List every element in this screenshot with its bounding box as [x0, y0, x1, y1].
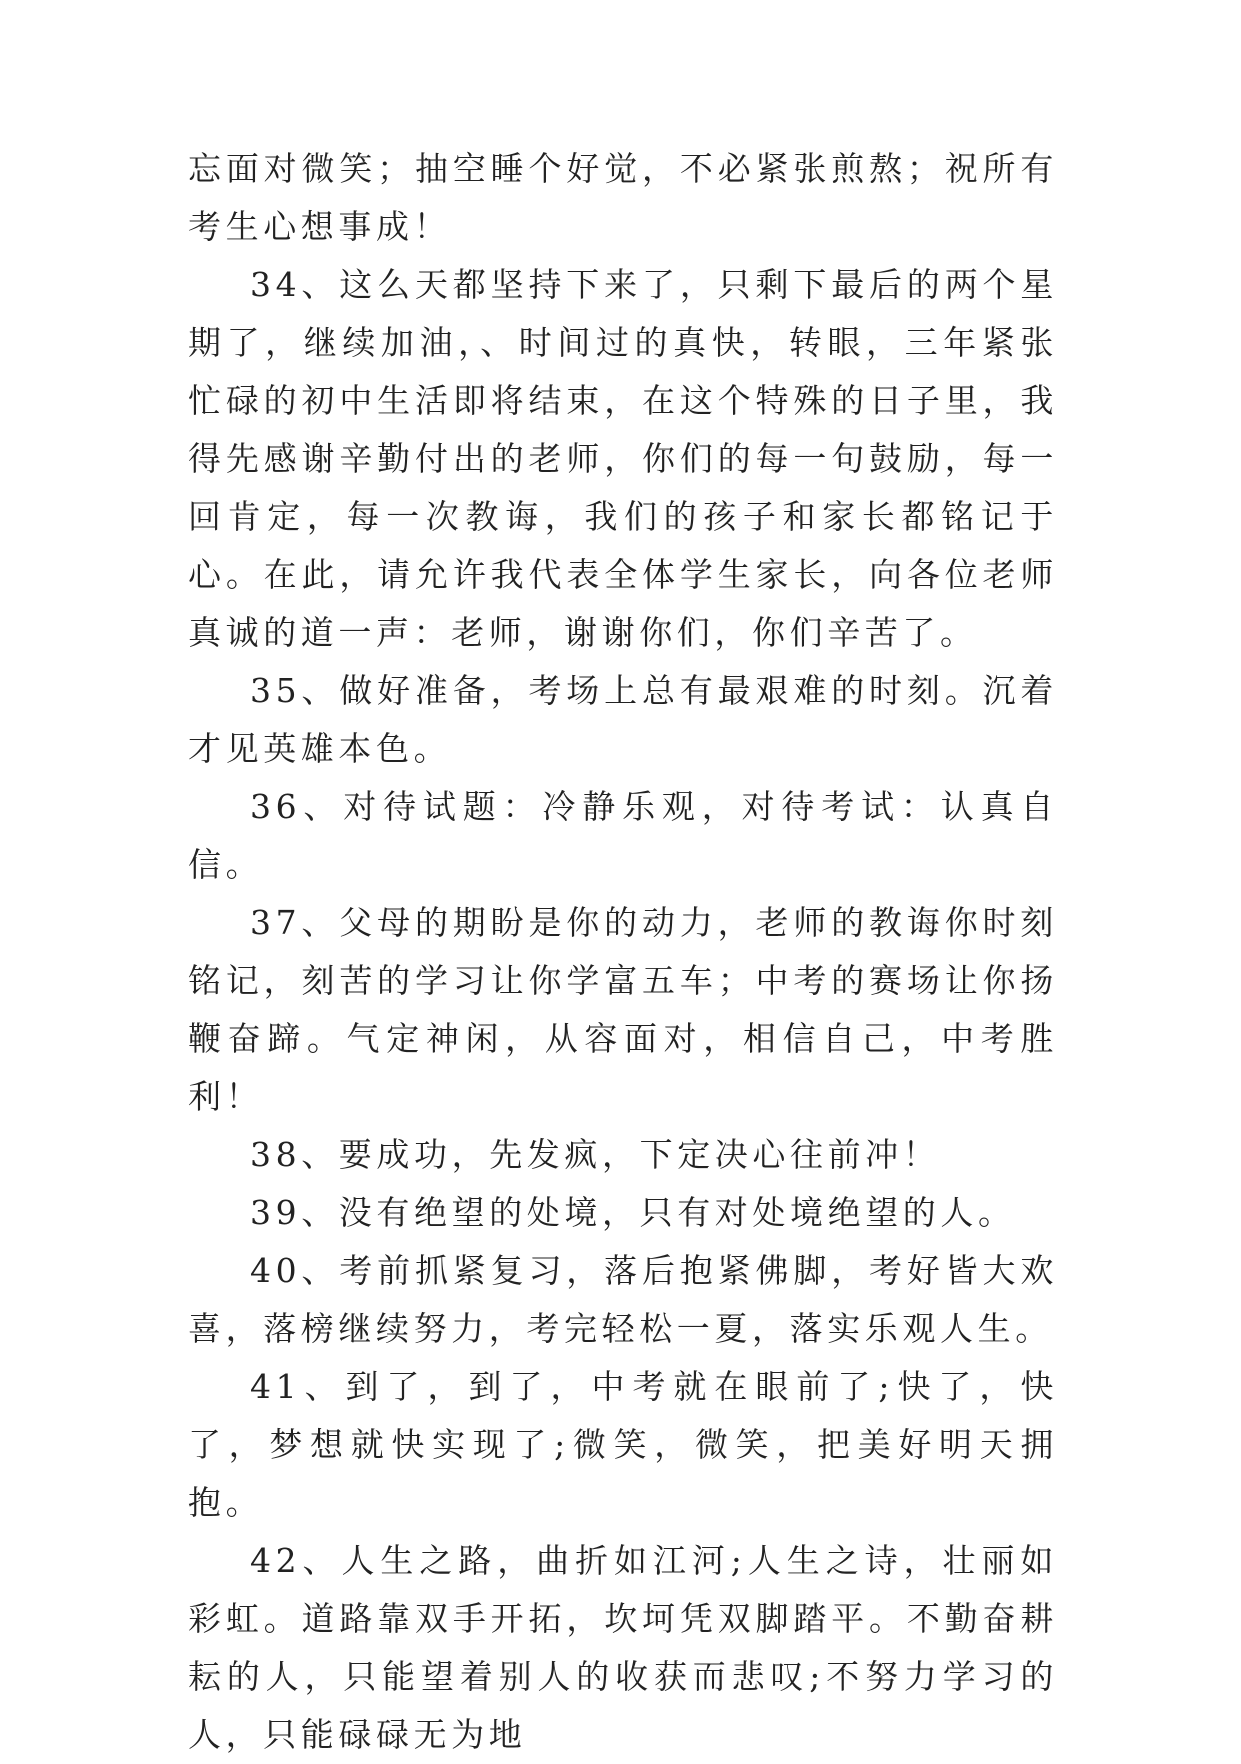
paragraph-continued: 忘面对微笑；抽空睡个好觉，不必紧张煎熬；祝所有考生心想事成！ — [188, 149, 1058, 246]
paragraph-37: 37、父母的期盼是你的动力，老师的教诲你时刻铭记，刻苦的学习让你学富五车；中考的赛场让你扬鞭奋蹄。气定神闲，从容面对，相信自己，中考胜利！ — [188, 903, 1058, 1116]
paragraph-39: 39、没有绝望的处境，只有对处境绝望的人。 — [250, 1193, 1016, 1232]
paragraph-38: 38、要成功，先发疯，下定决心往前冲！ — [250, 1135, 941, 1174]
paragraph-41: 41、到了，到了，中考就在眼前了;快了，快了，梦想就快实现了;微笑，微笑，把美好明天拥抱。 — [188, 1367, 1058, 1522]
document-body — [188, 140, 1058, 1764]
paragraph-40: 40、考前抓紧复习，落后抱紧佛脚，考好皆大欢喜，落榜继续努力，考完轻松一夏，落实乐观人生。 — [188, 1251, 1058, 1348]
paragraph-35: 35、做好准备，考场上总有最艰难的时刻。沉着才见英雄本色。 — [188, 671, 1058, 768]
paragraph-34: 34、这么天都坚持下来了，只剩下最后的两个星期了，继续加油，、时间过的真快，转眼，三年紧张忙碌的初中生活即将结束，在这个特殊的日子里，我得先感谢辛勤付出的老师，你们的每一句鼓励，每一回肯定，每一次教诲，我们的孩子和家长都铭记于心。在此，请允许我代表全体学生家长，向各位老师真诚的道一声：老师，谢谢你们，你们辛苦了。 — [188, 265, 1058, 652]
paragraph-36: 36、对待试题：冷静乐观，对待考试：认真自信。 — [188, 787, 1058, 884]
paragraph-42: 42、人生之路，曲折如江河;人生之诗，壮丽如彩虹。道路靠双手开拓，坎坷凭双脚踏平。不勤奋耕耘的人，只能望着别人的收获而悲叹;不努力学习的人，只能碌碌无为地 — [188, 1541, 1058, 1754]
